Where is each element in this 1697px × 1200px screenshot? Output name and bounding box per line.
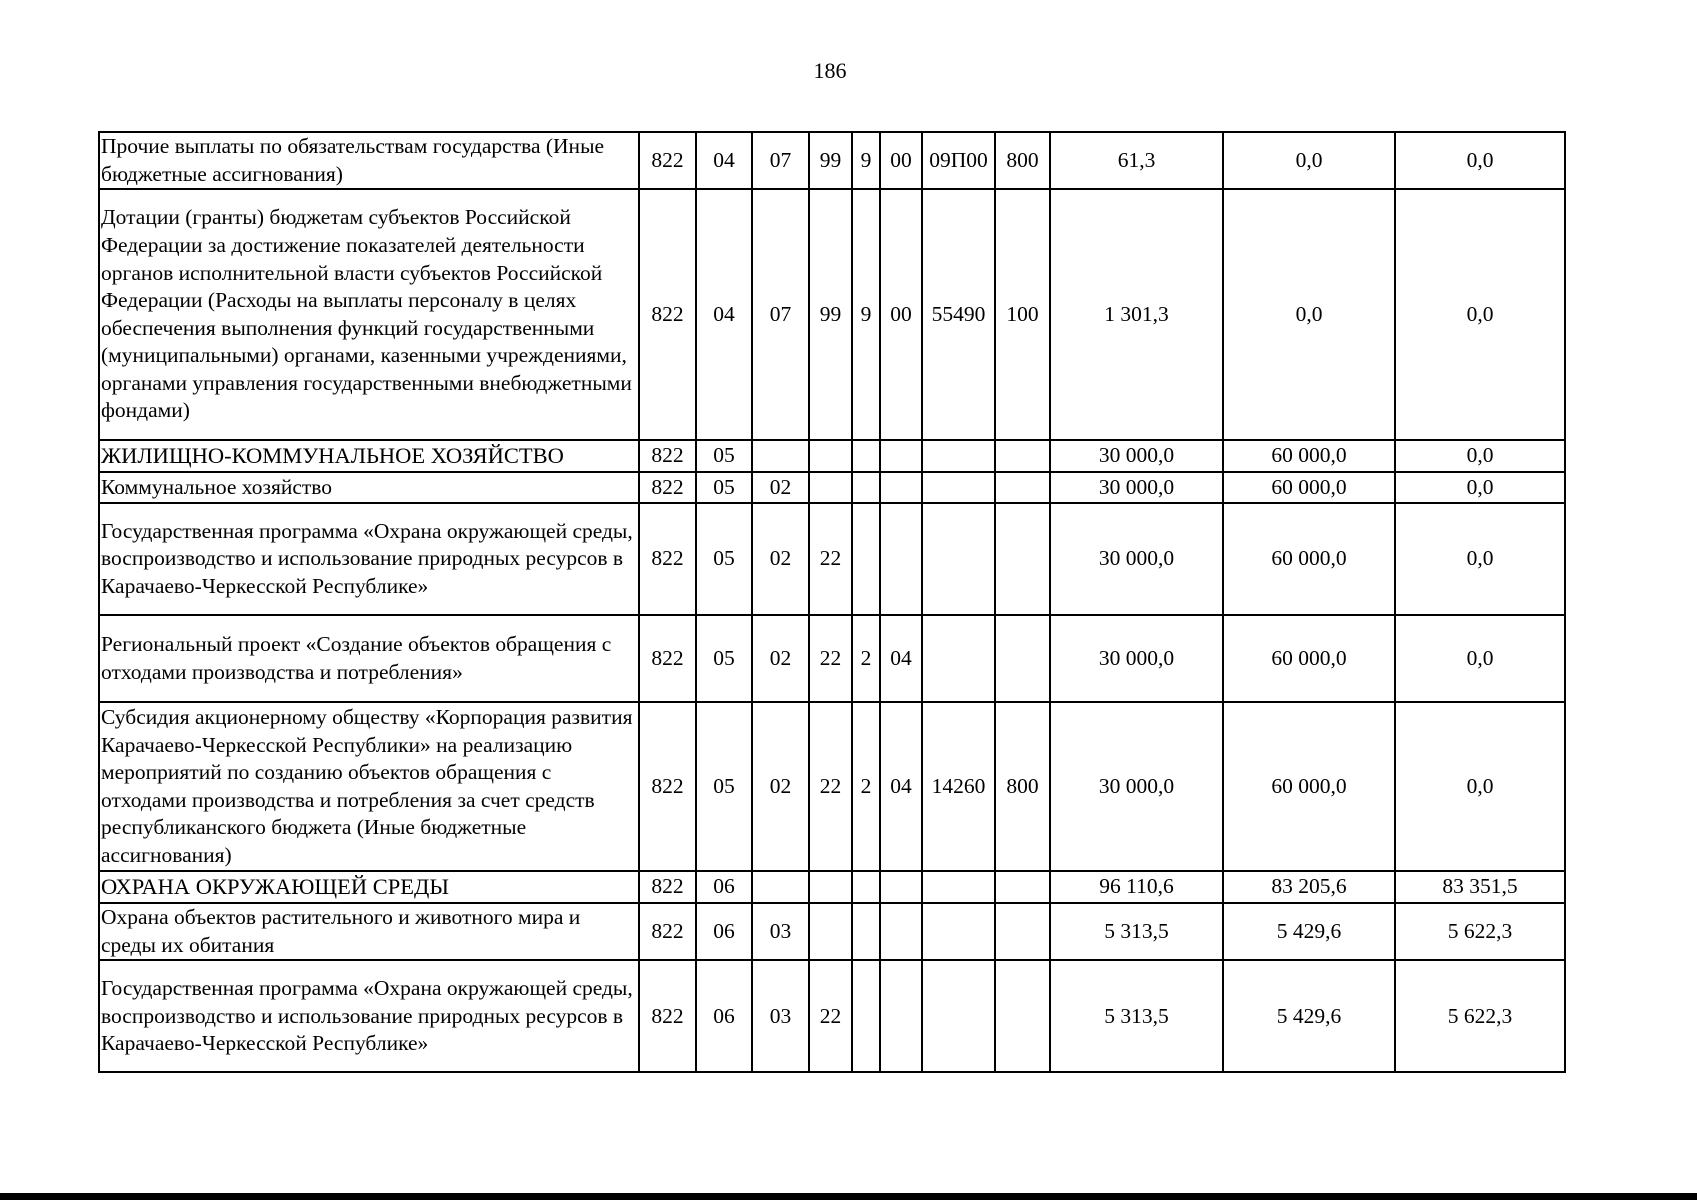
amount-cell: 5 313,5 [1050, 960, 1223, 1072]
code-cell: 822 [639, 132, 696, 189]
row-name: Региональный проект «Создание объектов обращения с отходами производства и потребления» [99, 615, 639, 702]
amount-cell: 60 000,0 [1223, 615, 1395, 702]
table-row [99, 960, 1565, 1072]
amount-cell: 30 000,0 [1050, 702, 1223, 871]
code-cell: 822 [639, 189, 696, 440]
code-cell [880, 903, 922, 960]
code-cell [922, 615, 995, 702]
amount-cell: 0,0 [1223, 189, 1395, 440]
code-cell: 02 [752, 702, 809, 871]
row-name: Дотации (гранты) бюджетам субъектов Российской Федерации за достижение показателей деятельности органов исполнительной власти субъектов Российской Федерации (Расходы на выплаты персоналу в целях обеспечения выполнения функций государственными (муниципальными) органами, казенными учреждениями, органами управления государственными внебюджетными фондами) [99, 189, 639, 440]
code-cell [995, 871, 1050, 903]
amount-cell: 61,3 [1050, 132, 1223, 189]
code-cell: 04 [696, 189, 752, 440]
code-cell: 02 [752, 503, 809, 615]
code-cell: 800 [995, 702, 1050, 871]
code-cell [880, 871, 922, 903]
code-cell [809, 440, 852, 472]
code-cell [852, 503, 880, 615]
code-cell [880, 960, 922, 1072]
row-name: ЖИЛИЩНО-КОММУНАЛЬНОЕ ХОЗЯЙСТВО [99, 440, 639, 472]
row-name: Коммунальное хозяйство [99, 472, 639, 503]
amount-cell: 96 110,6 [1050, 871, 1223, 903]
code-cell: 05 [696, 503, 752, 615]
amount-cell: 30 000,0 [1050, 440, 1223, 472]
amount-cell: 0,0 [1395, 472, 1565, 503]
code-cell: 2 [852, 615, 880, 702]
code-cell: 05 [696, 440, 752, 472]
table-row [99, 472, 1565, 503]
table-row [99, 871, 1565, 903]
row-name: ОХРАНА ОКРУЖАЮЩЕЙ СРЕДЫ [99, 871, 639, 903]
code-cell: 04 [880, 615, 922, 702]
table-row [99, 702, 1565, 871]
code-cell [852, 472, 880, 503]
code-cell: 06 [696, 960, 752, 1072]
budget-table [98, 131, 1566, 1073]
amount-cell: 0,0 [1395, 702, 1565, 871]
amount-cell: 83 351,5 [1395, 871, 1565, 903]
table-row [99, 132, 1565, 189]
amount-cell: 60 000,0 [1223, 472, 1395, 503]
code-cell [852, 960, 880, 1072]
code-cell: 800 [995, 132, 1050, 189]
code-cell: 05 [696, 472, 752, 503]
code-cell: 14260 [922, 702, 995, 871]
amount-cell: 5 429,6 [1223, 960, 1395, 1072]
code-cell [995, 960, 1050, 1072]
code-cell: 00 [880, 189, 922, 440]
code-cell: 02 [752, 472, 809, 503]
code-cell [922, 472, 995, 503]
code-cell [852, 440, 880, 472]
code-cell [995, 440, 1050, 472]
amount-cell: 0,0 [1395, 132, 1565, 189]
code-cell: 55490 [922, 189, 995, 440]
code-cell [922, 440, 995, 472]
page-number: 186 [813, 58, 847, 83]
code-cell [880, 503, 922, 615]
amount-cell: 0,0 [1395, 615, 1565, 702]
code-cell [880, 472, 922, 503]
row-name: Охрана объектов растительного и животного мира и среды их обитания [99, 903, 639, 960]
table-row [99, 189, 1565, 440]
code-cell: 822 [639, 503, 696, 615]
amount-cell: 5 622,3 [1395, 903, 1565, 960]
code-cell [809, 871, 852, 903]
row-name: Субсидия акционерному обществу «Корпорация развития Карачаево-Черкесской Республики» на реализацию мероприятий по созданию объектов обращения с отходами производства и потребления за счет средств республиканского бюджета (Иные бюджетные ассигнования) [99, 702, 639, 871]
amount-cell: 83 205,6 [1223, 871, 1395, 903]
code-cell: 822 [639, 615, 696, 702]
code-cell: 822 [639, 871, 696, 903]
code-cell: 822 [639, 702, 696, 871]
code-cell: 02 [752, 615, 809, 702]
code-cell: 822 [639, 472, 696, 503]
amount-cell: 1 301,3 [1050, 189, 1223, 440]
code-cell: 04 [880, 702, 922, 871]
row-name: Государственная программа «Охрана окружающей среды, воспроизводство и использование природных ресурсов в Карачаево-Черкесской Республике» [99, 503, 639, 615]
code-cell: 9 [852, 189, 880, 440]
code-cell: 822 [639, 903, 696, 960]
code-cell: 07 [752, 189, 809, 440]
code-cell [852, 871, 880, 903]
code-cell [995, 503, 1050, 615]
amount-cell: 60 000,0 [1223, 503, 1395, 615]
table-row [99, 503, 1565, 615]
code-cell: 822 [639, 440, 696, 472]
code-cell [809, 903, 852, 960]
code-cell: 99 [809, 132, 852, 189]
amount-cell: 5 622,3 [1395, 960, 1565, 1072]
code-cell: 03 [752, 903, 809, 960]
code-cell [922, 503, 995, 615]
code-cell [995, 615, 1050, 702]
code-cell [880, 440, 922, 472]
code-cell: 22 [809, 702, 852, 871]
code-cell [922, 903, 995, 960]
code-cell: 05 [696, 615, 752, 702]
amount-cell: 60 000,0 [1223, 702, 1395, 871]
code-cell [995, 903, 1050, 960]
code-cell [752, 440, 809, 472]
amount-cell: 0,0 [1223, 132, 1395, 189]
code-cell: 05 [696, 702, 752, 871]
code-cell: 07 [752, 132, 809, 189]
code-cell: 22 [809, 503, 852, 615]
table-row [99, 440, 1565, 472]
code-cell: 06 [696, 871, 752, 903]
code-cell: 822 [639, 960, 696, 1072]
amount-cell: 0,0 [1395, 440, 1565, 472]
amount-cell: 30 000,0 [1050, 503, 1223, 615]
code-cell [995, 472, 1050, 503]
code-cell: 03 [752, 960, 809, 1072]
amount-cell: 0,0 [1395, 503, 1565, 615]
code-cell: 2 [852, 702, 880, 871]
code-cell: 99 [809, 189, 852, 440]
amount-cell: 5 313,5 [1050, 903, 1223, 960]
row-name: Прочие выплаты по обязательствам государства (Иные бюджетные ассигнования) [99, 132, 639, 189]
code-cell [922, 960, 995, 1072]
amount-cell: 30 000,0 [1050, 615, 1223, 702]
code-cell: 9 [852, 132, 880, 189]
code-cell: 100 [995, 189, 1050, 440]
amount-cell: 5 429,6 [1223, 903, 1395, 960]
code-cell [852, 903, 880, 960]
code-cell: 22 [809, 615, 852, 702]
table-row [99, 615, 1565, 702]
amount-cell: 0,0 [1395, 189, 1565, 440]
code-cell [922, 871, 995, 903]
code-cell [809, 472, 852, 503]
bottom-border-bar [0, 1193, 1697, 1200]
code-cell: 06 [696, 903, 752, 960]
code-cell: 04 [696, 132, 752, 189]
code-cell: 00 [880, 132, 922, 189]
code-cell: 22 [809, 960, 852, 1072]
code-cell [752, 871, 809, 903]
amount-cell: 60 000,0 [1223, 440, 1395, 472]
amount-cell: 30 000,0 [1050, 472, 1223, 503]
row-name: Государственная программа «Охрана окружающей среды, воспроизводство и использование природных ресурсов в Карачаево-Черкесской Республике» [99, 960, 639, 1072]
code-cell: 09П00 [922, 132, 995, 189]
table-row [99, 903, 1565, 960]
